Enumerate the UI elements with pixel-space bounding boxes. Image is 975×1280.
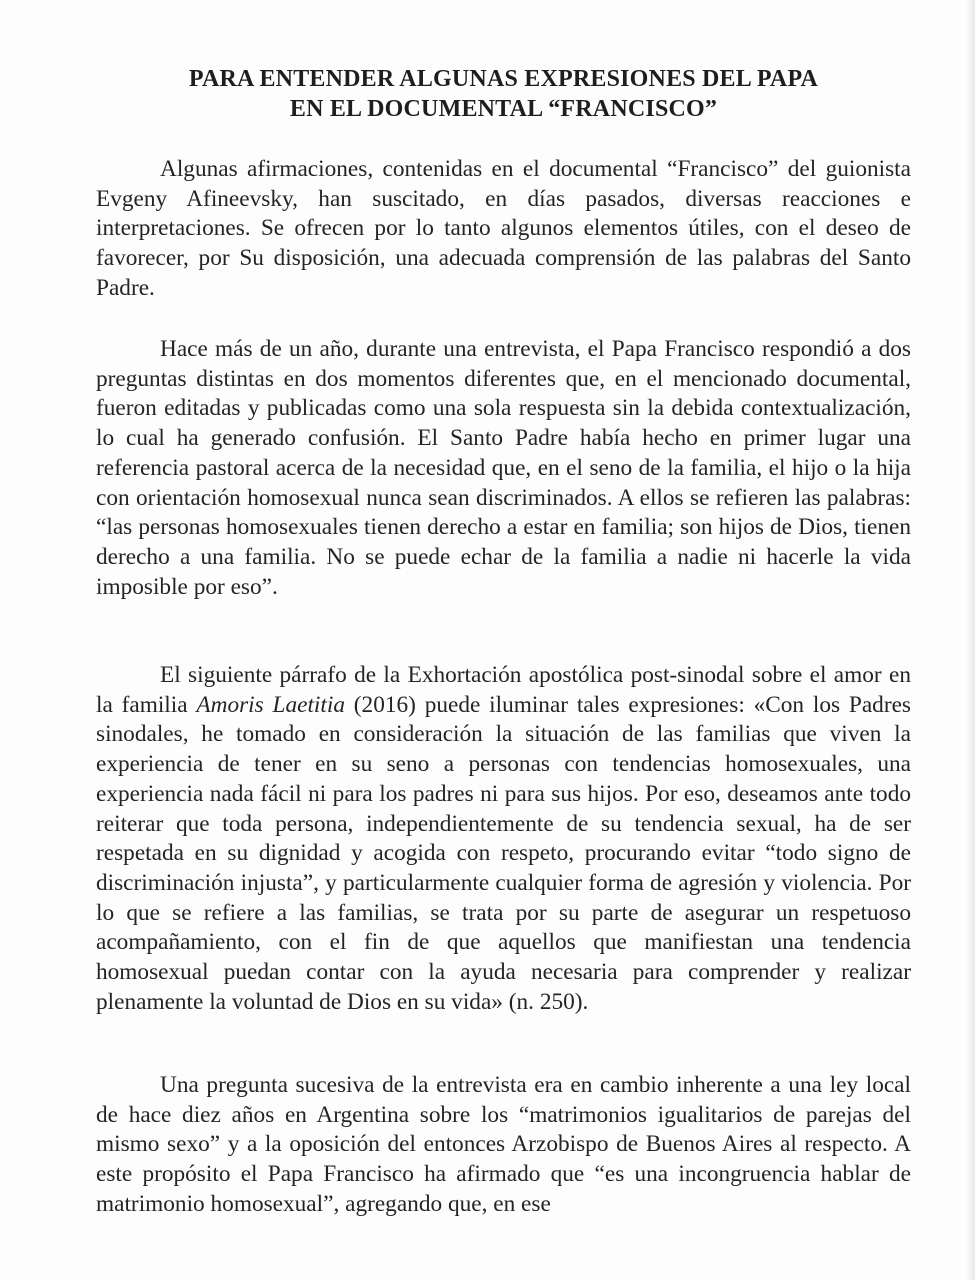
document-title <box>96 64 911 124</box>
paragraph-3-italic-title: Amoris Laetitia <box>196 691 345 718</box>
title-line-1: PARA ENTENDER ALGUNAS EXPRESIONES DEL PAPA <box>188 66 819 92</box>
paragraph-3-text-before: El siguiente párrafo de la Exhortación apostólica post-sinodal sobre el amor en la familia <box>96 662 911 718</box>
title-line-2: EN EL DOCUMENTAL “FRANCISCO” <box>289 96 718 122</box>
paragraph-2: Hace más de un año, durante una entrevista, el Papa Francisco respondió a dos preguntas distintas en dos momentos diferentes que, en el mencionado documental, fueron editadas y publicadas como una sola respuesta sin la debida contextualización, lo cual ha generado confusión. El Santo Padre había hecho en primer lugar una referencia pastoral acerca de la necesidad que, en el seno de la familia, el hijo o la hija con orientación homosexual nunca sean discriminados. A ellos se refieren las palabras: “las personas homosexuales tienen derecho a estar en familia; son hijos de Dios, tienen derecho a una familia. No se puede echar de la familia a nadie ni hacerle la vida imposible por eso”. <box>96 336 911 600</box>
paragraph-3 <box>96 661 911 1017</box>
paragraph-4: Una pregunta sucesiva de la entrevista era en cambio inherente a una ley local de hace diez años en Argentina sobre los “matrimonios igualitarios de parejas del mismo sexo” y a la oposición del entonces Arzobispo de Buenos Aires al respecto. A este propósito el Papa Francisco ha afirmado que “es una incongruencia hablar de matrimonio homosexual”, agregando que, en ese <box>96 1072 911 1217</box>
paragraph-1: Algunas afirmaciones, contenidas en el documental “Francisco” del guionista Evgeny Afineevsky, han suscitado, en días pasados, diversas reacciones e interpretaciones. Se ofrecen por lo tanto algunos elementos útiles, con el deseo de favorecer, por Su disposición, una adecuada comprensión de las palabras del Santo Padre. <box>96 156 911 301</box>
scan-edge-shadow <box>967 0 975 1280</box>
paragraph-3-text-after: (2016) puede iluminar tales expresiones: «Con los Padres sinodales, he tomado en consideración la situación de las familias que viven la experiencia de tener en su seno a personas con tendencias homosexuales, una experiencia nada fácil ni para los padres ni para sus hijos. Por eso, deseamos ante todo reiterar que toda persona, independientemente de su tendencia sexual, ha de ser respetada en su dignidad y acogida con respeto, procurando evitar “todo signo de discriminación injusta”, y particularmente cualquier forma de agresión y violencia. Por lo que se refiere a las familias, se trata por su parte de asegurar un respetuoso acompañamiento, con el fin de que aquellos que manifiestan una tendencia homosexual puedan contar con la ayuda necesaria para comprender y realizar plenamente la voluntad de Dios en su vida» (n. 250). <box>96 691 911 1015</box>
